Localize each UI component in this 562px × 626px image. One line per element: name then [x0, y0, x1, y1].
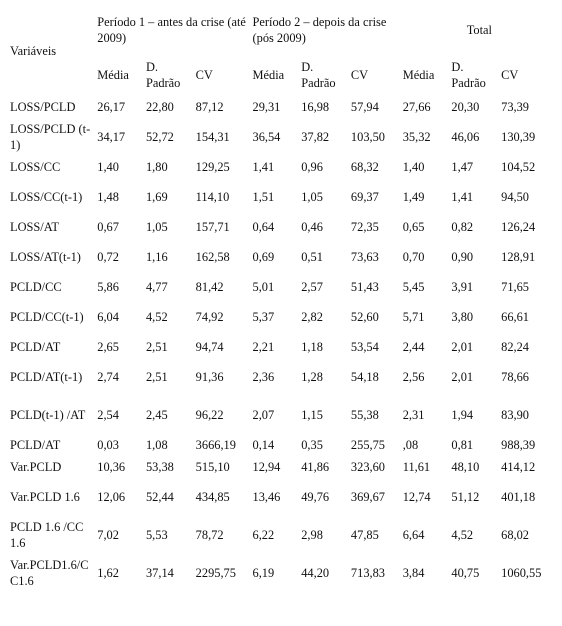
value-cell: 5,01 [252, 280, 275, 294]
value-cell: 126,24 [501, 220, 536, 234]
table-row [8, 434, 556, 456]
value-cell: 2,45 [145, 408, 168, 422]
value-cell: 2,56 [402, 370, 425, 384]
value-cell: 0,81 [451, 438, 474, 452]
value-cell: 6,19 [252, 566, 275, 580]
value-cell: 66,61 [501, 310, 530, 324]
value-cell: 988,39 [501, 438, 536, 452]
value-cell: 0,90 [451, 250, 474, 264]
table-row [8, 178, 556, 216]
variable-cell: PCLD/AT [10, 340, 61, 354]
value-cell: 71,65 [501, 280, 530, 294]
value-cell: 94,50 [501, 190, 530, 204]
value-cell: 69,37 [350, 190, 379, 204]
value-cell: 1,05 [301, 190, 323, 204]
variable-cell: PCLD/AT [10, 438, 61, 452]
value-cell: 713,83 [350, 566, 385, 580]
value-cell: 49,76 [301, 490, 330, 504]
value-cell: 10,36 [97, 460, 126, 474]
value-cell: 2,07 [252, 408, 275, 422]
value-cell: 26,17 [97, 100, 126, 114]
value-cell: 0,69 [252, 250, 275, 264]
value-cell: 129,25 [195, 160, 230, 174]
value-cell: 2295,75 [195, 566, 236, 580]
variable-cell: LOSS/PCLD (t-1) [10, 122, 91, 152]
period1-header: Período 1 – antes da crise (até 2009) [97, 15, 246, 45]
variable-cell: PCLD 1.6 /CC 1.6 [10, 520, 84, 550]
table-row [8, 554, 556, 592]
value-cell: 2,21 [252, 340, 275, 354]
value-cell: 52,72 [145, 130, 174, 144]
value-cell: 1,18 [301, 340, 323, 354]
value-cell: 52,44 [145, 490, 174, 504]
value-cell: 2,65 [97, 340, 119, 354]
table-row [8, 396, 556, 434]
mean-header: Média [252, 68, 285, 82]
value-cell: 1,47 [451, 160, 474, 174]
table-row [8, 276, 556, 298]
value-cell: 0,14 [252, 438, 275, 452]
value-cell: 81,42 [195, 280, 224, 294]
table-row [8, 216, 556, 238]
value-cell: 29,31 [252, 100, 281, 114]
sd-header: D. Padrão [145, 60, 181, 90]
value-cell: 114,10 [195, 190, 230, 204]
table-body [8, 96, 556, 592]
value-cell: 3,91 [451, 280, 474, 294]
value-cell: 157,71 [195, 220, 230, 234]
value-cell: 96,22 [195, 408, 224, 422]
value-cell: 1,48 [97, 190, 119, 204]
value-cell: 2,31 [402, 408, 425, 422]
value-cell: 1,41 [252, 160, 275, 174]
value-cell: 2,82 [301, 310, 323, 324]
value-cell: ,08 [402, 438, 419, 452]
value-cell: 7,02 [97, 528, 119, 542]
statistics-table [8, 6, 556, 592]
value-cell: 51,43 [350, 280, 379, 294]
value-cell: 4,52 [451, 528, 474, 542]
variable-cell: PCLD/AT(t-1) [10, 370, 83, 384]
variable-cell: PCLD/CC(t-1) [10, 310, 84, 324]
value-cell: 154,31 [195, 130, 230, 144]
value-cell: 1,41 [451, 190, 474, 204]
value-cell: 0,65 [402, 220, 425, 234]
value-cell: 68,32 [350, 160, 379, 174]
table-row [8, 298, 556, 336]
variable-cell: PCLD/CC [10, 280, 62, 294]
value-cell: 369,67 [350, 490, 385, 504]
value-cell: 94,74 [195, 340, 224, 354]
value-cell: 72,35 [350, 220, 379, 234]
value-cell: 6,64 [402, 528, 425, 542]
mean-header: Média [402, 68, 435, 82]
value-cell: 20,30 [451, 100, 480, 114]
value-cell: 37,14 [145, 566, 174, 580]
value-cell: 2,01 [451, 340, 474, 354]
table-row [8, 358, 556, 396]
value-cell: 2,51 [145, 370, 168, 384]
sd-header: D. Padrão [451, 60, 486, 90]
value-cell: 103,50 [350, 130, 385, 144]
variable-cell: LOSS/AT [10, 220, 59, 234]
value-cell: 0,46 [301, 220, 323, 234]
table-row [8, 238, 556, 276]
value-cell: 1,40 [402, 160, 425, 174]
value-cell: 1,62 [97, 566, 119, 580]
value-cell: 73,39 [501, 100, 530, 114]
value-cell: 162,58 [195, 250, 230, 264]
value-cell: 41,86 [301, 460, 330, 474]
value-cell: 22,80 [145, 100, 174, 114]
value-cell: 3666,19 [195, 438, 236, 452]
value-cell: 35,32 [402, 130, 431, 144]
variable-cell: LOSS/PCLD [10, 100, 76, 114]
value-cell: 78,66 [501, 370, 530, 384]
value-cell: 51,12 [451, 490, 480, 504]
value-cell: 27,66 [402, 100, 431, 114]
value-cell: 2,98 [301, 528, 323, 542]
value-cell: 323,60 [350, 460, 385, 474]
value-cell: 74,92 [195, 310, 224, 324]
value-cell: 5,37 [252, 310, 275, 324]
variables-header: Variáveis [10, 44, 57, 58]
variable-cell: PCLD(t-1) /AT [10, 408, 86, 422]
value-cell: 6,04 [97, 310, 119, 324]
value-cell: 414,12 [501, 460, 536, 474]
mean-header: Média [97, 68, 129, 82]
value-cell: 5,53 [145, 528, 168, 542]
value-cell: 2,01 [451, 370, 474, 384]
value-cell: 2,44 [402, 340, 425, 354]
value-cell: 2,57 [301, 280, 323, 294]
table-row [8, 156, 556, 178]
value-cell: 40,75 [451, 566, 480, 580]
value-cell: 5,71 [402, 310, 425, 324]
value-cell: 0,72 [97, 250, 119, 264]
value-cell: 36,54 [252, 130, 281, 144]
value-cell: 4,52 [145, 310, 168, 324]
variable-cell: Var.PCLD 1.6 [10, 490, 80, 504]
cv-header: CV [195, 68, 213, 82]
value-cell: 13,46 [252, 490, 281, 504]
table-row [8, 478, 556, 516]
value-cell: 54,18 [350, 370, 379, 384]
table-row [8, 516, 556, 554]
value-cell: 2,54 [97, 408, 119, 422]
table-row [8, 336, 556, 358]
value-cell: 1,05 [145, 220, 168, 234]
header-row-groups [8, 6, 556, 54]
value-cell: 34,17 [97, 130, 126, 144]
value-cell: 73,63 [350, 250, 379, 264]
variable-cell: Var.PCLD [10, 460, 62, 474]
value-cell: 0,67 [97, 220, 119, 234]
value-cell: 4,77 [145, 280, 168, 294]
value-cell: 12,06 [97, 490, 126, 504]
table-row [8, 118, 556, 156]
value-cell: 3,80 [451, 310, 474, 324]
sd-header: D. Padrão [301, 60, 336, 90]
value-cell: 2,51 [145, 340, 168, 354]
value-cell: 104,52 [501, 160, 536, 174]
value-cell: 0,03 [97, 438, 119, 452]
table-row [8, 96, 556, 118]
value-cell: 82,24 [501, 340, 530, 354]
value-cell: 78,72 [195, 528, 224, 542]
value-cell: 52,60 [350, 310, 379, 324]
variable-cell: LOSS/CC [10, 160, 61, 174]
value-cell: 1,80 [145, 160, 168, 174]
value-cell: 1,49 [402, 190, 425, 204]
value-cell: 5,86 [97, 280, 119, 294]
value-cell: 515,10 [195, 460, 230, 474]
value-cell: 48,10 [451, 460, 480, 474]
value-cell: 1,16 [145, 250, 168, 264]
value-cell: 434,85 [195, 490, 230, 504]
value-cell: 2,74 [97, 370, 119, 384]
value-cell: 46,06 [451, 130, 480, 144]
period2-header: Período 2 – depois da crise (pós 2009) [252, 15, 387, 45]
value-cell: 1060,55 [501, 566, 542, 580]
value-cell: 0,64 [252, 220, 275, 234]
value-cell: 53,54 [350, 340, 379, 354]
cv-header: CV [350, 68, 369, 82]
variable-cell: Var.PCLD1.6/CC1.6 [10, 558, 89, 588]
value-cell: 130,39 [501, 130, 536, 144]
value-cell: 1,28 [301, 370, 323, 384]
value-cell: 87,12 [195, 100, 224, 114]
value-cell: 1,94 [451, 408, 474, 422]
value-cell: 91,36 [195, 370, 224, 384]
value-cell: 1,08 [145, 438, 168, 452]
value-cell: 44,20 [301, 566, 330, 580]
value-cell: 16,98 [301, 100, 330, 114]
value-cell: 0,82 [451, 220, 474, 234]
value-cell: 57,94 [350, 100, 379, 114]
value-cell: 55,38 [350, 408, 379, 422]
value-cell: 0,51 [301, 250, 323, 264]
variable-cell: LOSS/CC(t-1) [10, 190, 83, 204]
value-cell: 0,70 [402, 250, 425, 264]
value-cell: 12,74 [402, 490, 431, 504]
value-cell: 0,35 [301, 438, 323, 452]
value-cell: 12,94 [252, 460, 281, 474]
table-row [8, 456, 556, 478]
value-cell: 0,96 [301, 160, 323, 174]
value-cell: 2,36 [252, 370, 275, 384]
value-cell: 1,15 [301, 408, 323, 422]
value-cell: 37,82 [301, 130, 330, 144]
value-cell: 3,84 [402, 566, 425, 580]
cv-header: CV [501, 68, 519, 82]
value-cell: 1,69 [145, 190, 168, 204]
value-cell: 1,40 [97, 160, 119, 174]
value-cell: 401,18 [501, 490, 536, 504]
value-cell: 1,51 [252, 190, 275, 204]
value-cell: 68,02 [501, 528, 530, 542]
value-cell: 83,90 [501, 408, 530, 422]
value-cell: 11,61 [402, 460, 431, 474]
value-cell: 128,91 [501, 250, 536, 264]
value-cell: 6,22 [252, 528, 275, 542]
variable-cell: LOSS/AT(t-1) [10, 250, 81, 264]
value-cell: 47,85 [350, 528, 379, 542]
value-cell: 255,75 [350, 438, 385, 452]
value-cell: 5,45 [402, 280, 425, 294]
total-header: Total [466, 23, 492, 37]
value-cell: 53,38 [145, 460, 174, 474]
